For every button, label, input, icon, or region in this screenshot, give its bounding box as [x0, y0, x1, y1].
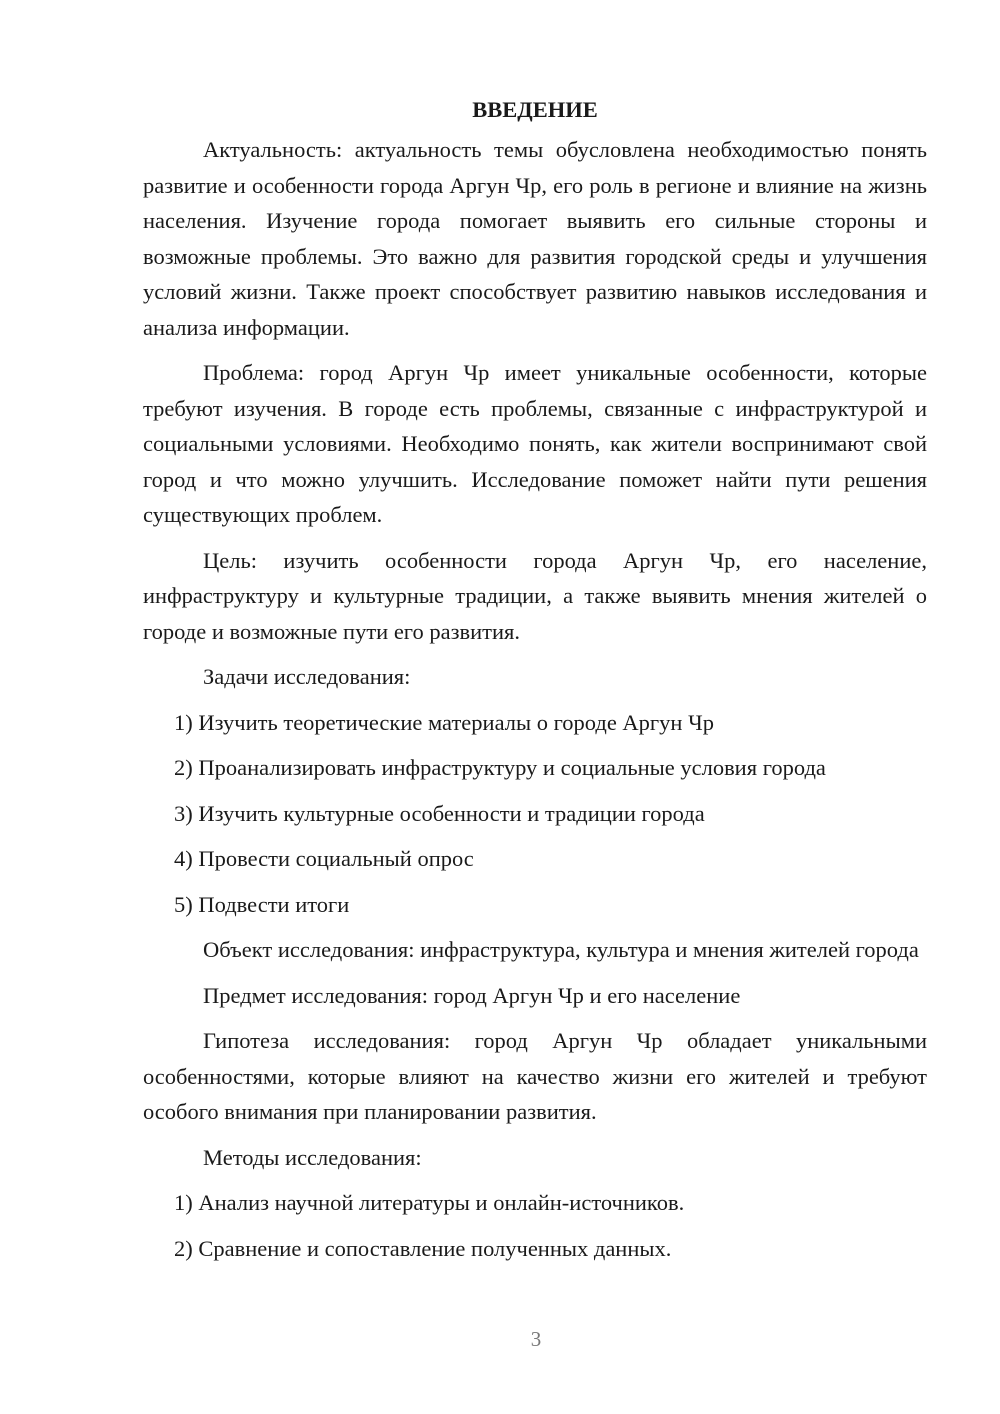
task-item: 2) Проанализировать инфраструктуру и социальные условия города	[174, 755, 826, 780]
document-page	[143, 96, 927, 1276]
subject-paragraph: Предмет исследования: город Аргун Чр и его население	[203, 982, 741, 1008]
task-item: 1) Изучить теоретические материалы о городе Аргун Чр	[174, 709, 714, 735]
problem-paragraph: Проблема: город Аргун Чр имеет уникальные особенности, которые требуют изучения. В городе есть проблемы, связанные с инфраструктурой и социальными условиями. Необходимо понять, как жители воспринимают свой город и что можно улучшить. Исследование поможет найти пути решения существующих проблем.	[143, 360, 927, 527]
methods-heading: Методы исследования:	[203, 1144, 422, 1170]
section-title: ВВЕДЕНИЕ	[472, 97, 598, 122]
method-item: 2) Сравнение и сопоставление полученных данных.	[174, 1235, 672, 1261]
task-item: 4) Провести социальный опрос	[174, 846, 474, 871]
task-item: 5) Подвести итоги	[174, 891, 350, 917]
page-number: 3	[530, 1327, 542, 1351]
task-item: 3) Изучить культурные особенности и традиции города	[174, 800, 705, 826]
goal-paragraph: Цель: изучить особенности города Аргун Чр, его население, инфраструктуру и культурные традиции, а также выявить мнения жителей о городе и возможные пути его развития.	[143, 547, 927, 644]
hypothesis-paragraph: Гипотеза исследования: город Аргун Чр обладает уникальными особенностями, которые влияют на качество жизни его жителей и требуют особого внимания при планировании развития.	[143, 1028, 927, 1124]
object-paragraph: Объект исследования: инфраструктура, культура и мнения жителей города	[203, 937, 919, 962]
relevance-paragraph: Актуальность: актуальность темы обусловлена необходимостью понять развитие и особенности города Аргун Чр, его роль в регионе и влияние на жизнь населения. Изучение города помогает выявить его сильные стороны и возможные проблемы. Это важно для развития городской среды и улучшения условий жизни. Также проект способствует развитию навыков исследования и анализа информации.	[143, 137, 927, 340]
method-item: 1) Анализ научной литературы и онлайн-источников.	[174, 1190, 685, 1215]
tasks-heading: Задачи исследования:	[203, 664, 411, 689]
